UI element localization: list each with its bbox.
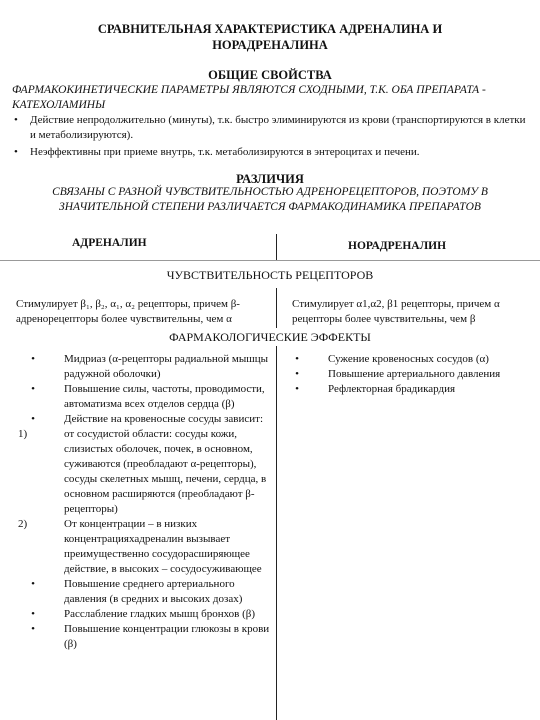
effect-adrenaline-2: • Повышение силы, частоты, проводимости, автоматизма всех отделов сердца (β) (31, 383, 265, 410)
column-divider-top (276, 234, 277, 260)
effects-noradrenaline-list (282, 352, 532, 397)
general-bullet-2: • Неэффективны при приеме внутрь, т.к. метаболизируются в энтероцитах и печени. (12, 145, 532, 160)
effect-adrenaline-1: • Мидриаз (α-рецепторы радиальной мышцы радужной оболочки) (31, 353, 269, 380)
effect-noradrenaline-1: • Сужение кровеносных сосудов (α) (295, 353, 489, 365)
pharmacological-effects-heading: ФАРМАКОЛОГИЧЕСКИЕ ЭФФЕКТЫ (169, 330, 371, 344)
effect-adrenaline-6: • Повышение среднего артериального давления (в средних и высоких дозах) (31, 578, 243, 605)
effect-noradrenaline-3: • Рефлекторная брадикардия (295, 383, 456, 395)
differences-heading: РАЗЛИЧИЯ (236, 172, 304, 186)
column-head-adrenaline: АДРЕНАЛИН (72, 237, 147, 249)
differences-italic-note: СВЯЗАНЫ С РАЗНОЙ ЧУВСТВИТЕЛЬНОСТЬЮ АДРЕНОРЕЦЕПТОРОВ, ПОЭТОМУ В ЗНАЧИТЕЛЬНОЙ СТЕПЕНИ РАЗЛИЧАЕТСЯ ФАРМАКОДИНАМИКА ПРЕПАРАТОВ (52, 186, 488, 213)
effects-adrenaline-list (18, 352, 274, 652)
title-line-1: СРАВНИТЕЛЬНАЯ ХАРАКТЕРИСТИКА АДРЕНАЛИНА И (97, 22, 443, 36)
effect-noradrenaline-2: • Повышение артериального давления (295, 368, 501, 380)
general-bullet-1: • Действие непродолжительно (минуты), т.к. быстро элиминируются из крови (транспортируются в клетки и метаболизируются). (12, 113, 532, 142)
effect-adrenaline-3: • Действие на кровеносные сосуды зависит: (31, 413, 264, 425)
column-head-noradrenaline: НОРАДРЕНАЛИН (348, 240, 447, 252)
header-divider (0, 260, 540, 261)
title-line-2: НОРАДРЕНАЛИНА (212, 38, 328, 52)
receptors-adrenaline: Стимулирует β₁, β₂, α₁, α₂ рецепторы, причем β-адренорецепторы более чувствительны, чем α (16, 298, 240, 325)
effect-adrenaline-7: • Расслабление гладких мышц бронхов (β) (31, 608, 256, 620)
receptors-noradrenaline: Стимулирует α1,α2, β1 рецепторы, причем α рецепторы более чувствительны, чем β (292, 298, 500, 325)
general-italic-note: ФАРМАКОКИНЕТИЧЕСКИЕ ПАРАМЕТРЫ ЯВЛЯЮТСЯ СХОДНЫМИ, Т.К. ОБА ПРЕПАРАТА - КАТЕХОЛАМИНЫ (12, 84, 486, 111)
effect-adrenaline-8: • Повышение концентрации глюкозы в крови (β) (31, 623, 270, 650)
document-title (0, 21, 540, 53)
column-divider-receptors (276, 288, 277, 328)
effect-adrenaline-5: 2) От концентрации – в низких концентрацияхадреналин вызывает преимущественно сосудорасширяющее действие, в высоких – сосудосуживающее (18, 518, 262, 575)
general-properties-heading: ОБЩИЕ СВОЙСТВА (208, 68, 332, 82)
effect-adrenaline-4: 1) от сосудистой области: сосуды кожи, слизистых оболочек, почек, в основном, суживаются (преобладают α-рецепторы), сосуды скелетных мышц, печени, сердца, в основном расширяются (преобладают β-рецепторы) (18, 428, 267, 515)
general-bullets (12, 113, 532, 160)
receptor-sensitivity-heading: ЧУВСТВИТЕЛЬНОСТЬ РЕЦЕПТОРОВ (166, 268, 374, 282)
column-divider-effects (276, 346, 277, 720)
